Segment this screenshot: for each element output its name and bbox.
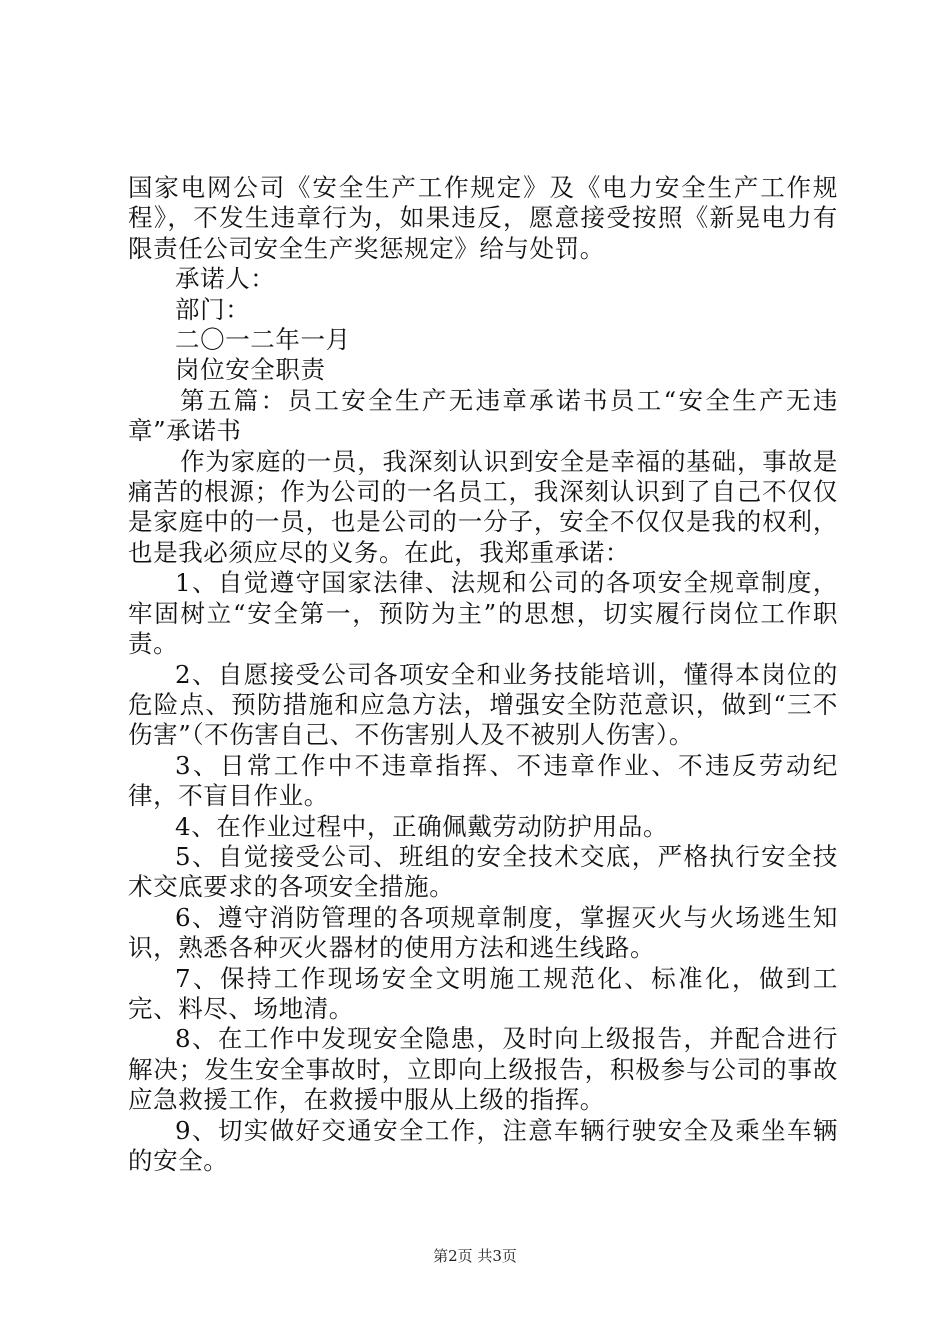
paragraph-date: 二〇一二年一月 [175, 325, 351, 355]
paragraph-intro: 作为家庭的一员，我深刻认识到安全是幸福的基础，事故是痛苦的根源；作为公司的一名员工，我深刻认识到了自己不仅仅是家庭中的一员，也是公司的一分子，安全不仅仅是我的权利，也是我必须应尽的义务。在此，我郑重承诺： [128, 446, 838, 567]
paragraph-item-3: 3、日常工作中不违章指挥、不违章作业、不违反劳动纪律，不盲目作业。 [128, 750, 838, 811]
paragraph-item-7: 7、保持工作现场安全文明施工规范化、标准化，做到工完、料尽、场地清。 [128, 963, 838, 1023]
paragraph-item-9: 9、切实做好交通安全工作，注意车辆行驶安全及乘坐车辆的安全。 [128, 1115, 838, 1175]
document-body [128, 173, 838, 1176]
page-footer [0, 1245, 950, 1266]
paragraph-item-4: 4、在作业过程中，正确佩戴劳动防护用品。 [175, 811, 669, 841]
paragraph-item-6: 6、遵守消防管理的各项规章制度，掌握灭火与火场逃生知识，熟悉各种灭火器材的使用方法和逃生线路。 [128, 902, 838, 963]
page-number-label: 第2页 共3页 [433, 1247, 517, 1265]
paragraph-signer: 承诺人： [175, 264, 276, 294]
paragraph-section-heading: 岗位安全职责 [175, 355, 326, 385]
paragraph-chapter-title: 第五篇：员工安全生产无违章承诺书员工“安全生产无违章”承诺书 [128, 385, 838, 446]
paragraph-item-8: 8、在工作中发现安全隐患，及时向上级报告，并配合进行解决；发生安全事故时，立即向上级报告，积极参与公司的事故应急救援工作，在救援中服从上级的指挥。 [128, 1024, 838, 1115]
paragraph-item-2: 2、自愿接受公司各项安全和业务技能培训，懂得本岗位的危险点、预防措施和应急方法，增强安全防范意识，做到“三不伤害”（不伤害自己、不伤害别人及不被别人伤害）。 [128, 659, 838, 750]
paragraph-item-5: 5、自觉接受公司、班组的安全技术交底，严格执行安全技术交底要求的各项安全措施。 [128, 841, 838, 902]
paragraph-item-1: 1、自觉遵守国家法律、法规和公司的各项安全规章制度，牢固树立“安全第一，预防为主”的思想，切实履行岗位工作职责。 [128, 568, 838, 659]
paragraph-continuation: 国家电网公司《安全生产工作规定》及《电力安全生产工作规程》，不发生违章行为，如果违反，愿意接受按照《新晃电力有限责任公司安全生产奖惩规定》给与处罚。 [128, 173, 838, 263]
paragraph-department: 部门： [175, 294, 251, 324]
